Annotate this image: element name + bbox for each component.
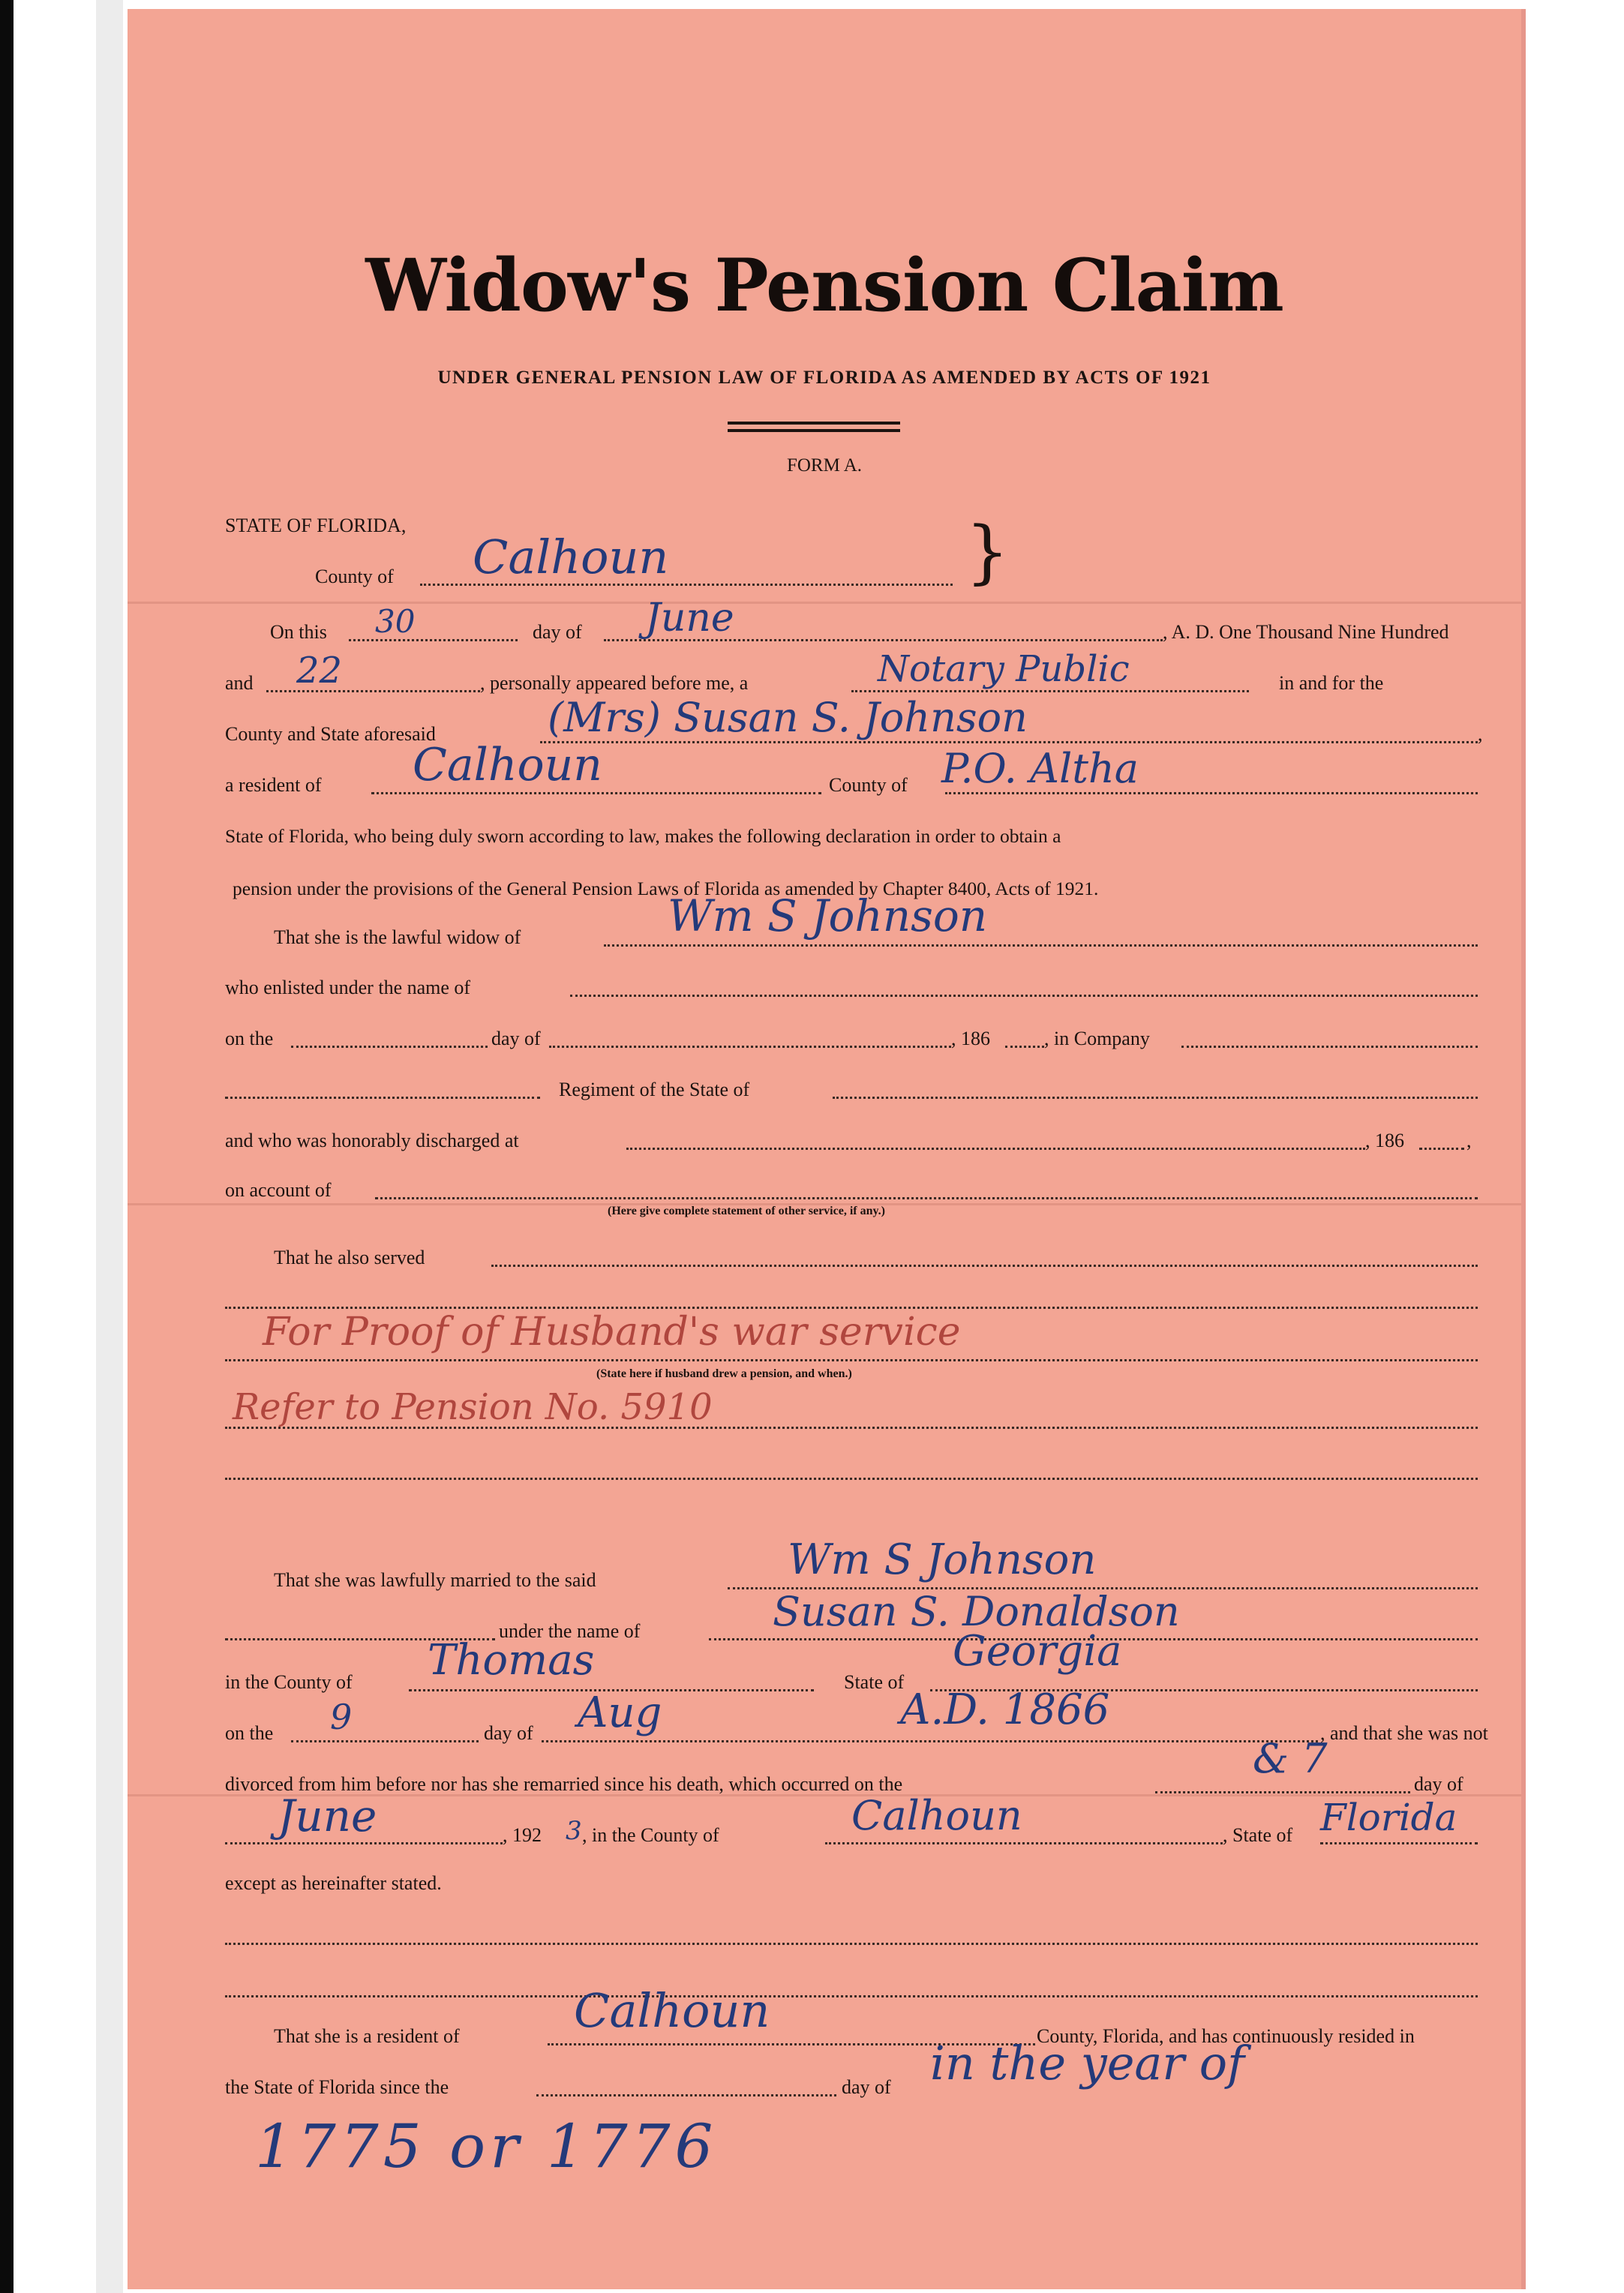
text-in-county-of: in the County of [225,1671,353,1693]
served-line-2 [225,1307,1478,1309]
claimant-line [540,741,1478,743]
text-on-the: on the [225,1722,274,1744]
text-married-to: That she was lawfully married to the said [274,1569,596,1591]
married-day-value: 9 [330,1697,353,1737]
married-date-line [542,1740,1318,1742]
married-month-value: Aug [578,1688,662,1737]
text-day-of: day of [842,2076,891,2098]
scan-edge-dark [0,0,14,2293]
since-day-line [536,2094,836,2096]
text-comma: , [1478,723,1483,745]
married-state-value: Georgia [953,1627,1122,1676]
served-line [491,1265,1478,1267]
day-value: 30 [375,603,416,640]
text-day-of: day of [491,1028,541,1049]
scan-edge-gray [96,0,123,2293]
company-line [1181,1046,1478,1048]
enlist-year-line [1005,1046,1044,1048]
bleed-through-text [443,182,1418,204]
text-enlisted: who enlisted under the name of [225,977,471,998]
text-regiment: Regiment of the State of [559,1079,750,1100]
husband-name: Wm S Johnson [668,890,988,941]
maiden-name: Susan S. Donaldson [773,1588,1180,1635]
day-line [349,639,518,641]
text-death-occurred: divorced from him before nor has she remarried since his death, which occurred on the [225,1773,903,1795]
text-discharged: and who was honorably discharged at [225,1130,519,1151]
regiment-line [225,1097,540,1099]
county-label: County of [315,566,394,587]
death-day-line [1155,1791,1410,1793]
year-value: 22 [296,650,343,692]
form-paper [128,9,1521,2289]
text-state-of: , State of [1223,1824,1293,1846]
official-line [851,690,1249,692]
county-value: Calhoun [473,530,669,584]
enlist-month-line [549,1046,951,1048]
regiment-state-line [833,1097,1478,1099]
death-month-value: June [278,1790,377,1841]
married-husband-name: Wm S Johnson [788,1535,1097,1584]
text-192: , 192 [503,1824,542,1846]
since-value: in the year of [930,2036,1245,2090]
text-186: , 186 [1365,1130,1404,1151]
text-day-of: day of [1414,1773,1463,1795]
official-value: Notary Public [878,648,1130,690]
text-county-of: County of [829,774,908,796]
text-lawful-widow: That she is the lawful widow of [274,926,521,948]
text-not-divorced: , and that she was not [1320,1722,1488,1744]
state-label: STATE OF FLORIDA, [225,515,407,536]
text-and: and [225,672,254,694]
served-line-4 [225,1427,1478,1429]
text-in-and-for: in and for the [1279,672,1384,694]
death-day-value: & 7 [1253,1735,1328,1782]
death-county-line [825,1842,1223,1844]
served-line-3 [225,1359,1478,1361]
text-on-this: On this [270,621,327,643]
text-appeared: , personally appeared before me, a [480,672,749,694]
text-on-the: on the [225,1028,274,1049]
resident-county-value: Calhoun [413,739,602,791]
text-186: , 186 [951,1028,990,1049]
service-note-handwritten: For Proof of Husband's war service [263,1310,961,1355]
text-except-as: except as hereinafter stated. [225,1872,442,1894]
note-pension: (State here if husband drew a pension, and when.) [596,1367,852,1380]
text-comma: , [1466,1130,1472,1151]
enlisted-line [570,995,1478,997]
death-month-line [225,1842,503,1844]
month-value: June [645,596,734,641]
death-county-value: Calhoun [851,1792,1022,1839]
resident-county-line [371,792,821,794]
enlist-day-line [291,1046,488,1048]
text-county-state: County and State aforesaid [225,723,436,745]
husband-line [604,944,1478,947]
since-years-handwritten: 1775 or 1776 [255,2111,718,2181]
text-ad: , A. D. One Thousand Nine Hundred [1163,621,1449,643]
po-line [945,792,1478,794]
title-rule [728,422,900,425]
text-company: , in Company [1044,1028,1150,1049]
pension-ref-handwritten: Refer to Pension No. 5910 [233,1386,713,1428]
venue-brace: } [965,512,1010,592]
text-day-of: day of [533,621,582,643]
text-state-since: the State of Florida since the [225,2076,449,2098]
death-state-value: Florida [1320,1796,1457,1839]
discharge-line [626,1148,1365,1150]
claimant-name: (Mrs) Susan S. Johnson [548,694,1028,741]
page-subtitle: UNDER GENERAL PENSION LAW OF FLORIDA AS AMENDED BY ACTS OF 1921 [437,368,1211,388]
paper-fold [128,602,1521,604]
married-day-line [291,1740,479,1742]
note-other-service: (Here give complete statement of other service, if any.) [608,1205,885,1217]
discharge-year-line [1419,1148,1464,1150]
death-year-digit: 3 [566,1816,582,1846]
form-label: FORM A. [786,455,863,476]
account-line [375,1197,1478,1199]
title-rule [728,429,900,432]
text-resident-of: a resident of [225,774,322,796]
except-line-2 [225,1995,1478,1997]
text-on-account-of: on account of [225,1179,332,1201]
text-resident-of: That she is a resident of [274,2025,460,2047]
death-state-line [1320,1842,1478,1844]
po-value: P.O. Altha [941,745,1139,792]
text-county-florida: County, Florida, and has continuously resided in [1037,2025,1415,2047]
served-line-5 [225,1478,1478,1480]
declaration-text-2: pension under the provisions of the General Pension Laws of Florida as amended by Chapter 8400, Acts of 1921. [233,878,1099,899]
except-line-1 [225,1943,1478,1945]
married-year-value: A.D. 1866 [900,1685,1110,1734]
married-county-value: Thomas [428,1636,595,1685]
current-county-value: Calhoun [574,1983,770,2038]
text-in-county: , in the County of [582,1824,719,1846]
text-state-of: State of [844,1671,905,1693]
text-under-name: under the name of [499,1620,641,1642]
page-title: Widow's Pension Claim [365,243,1283,328]
text-day-of: day of [484,1722,533,1744]
declaration-text: State of Florida, who being duly sworn according to law, makes the following declaration in order to obtain a [225,825,1061,847]
text-also-served: That he also served [274,1247,425,1268]
